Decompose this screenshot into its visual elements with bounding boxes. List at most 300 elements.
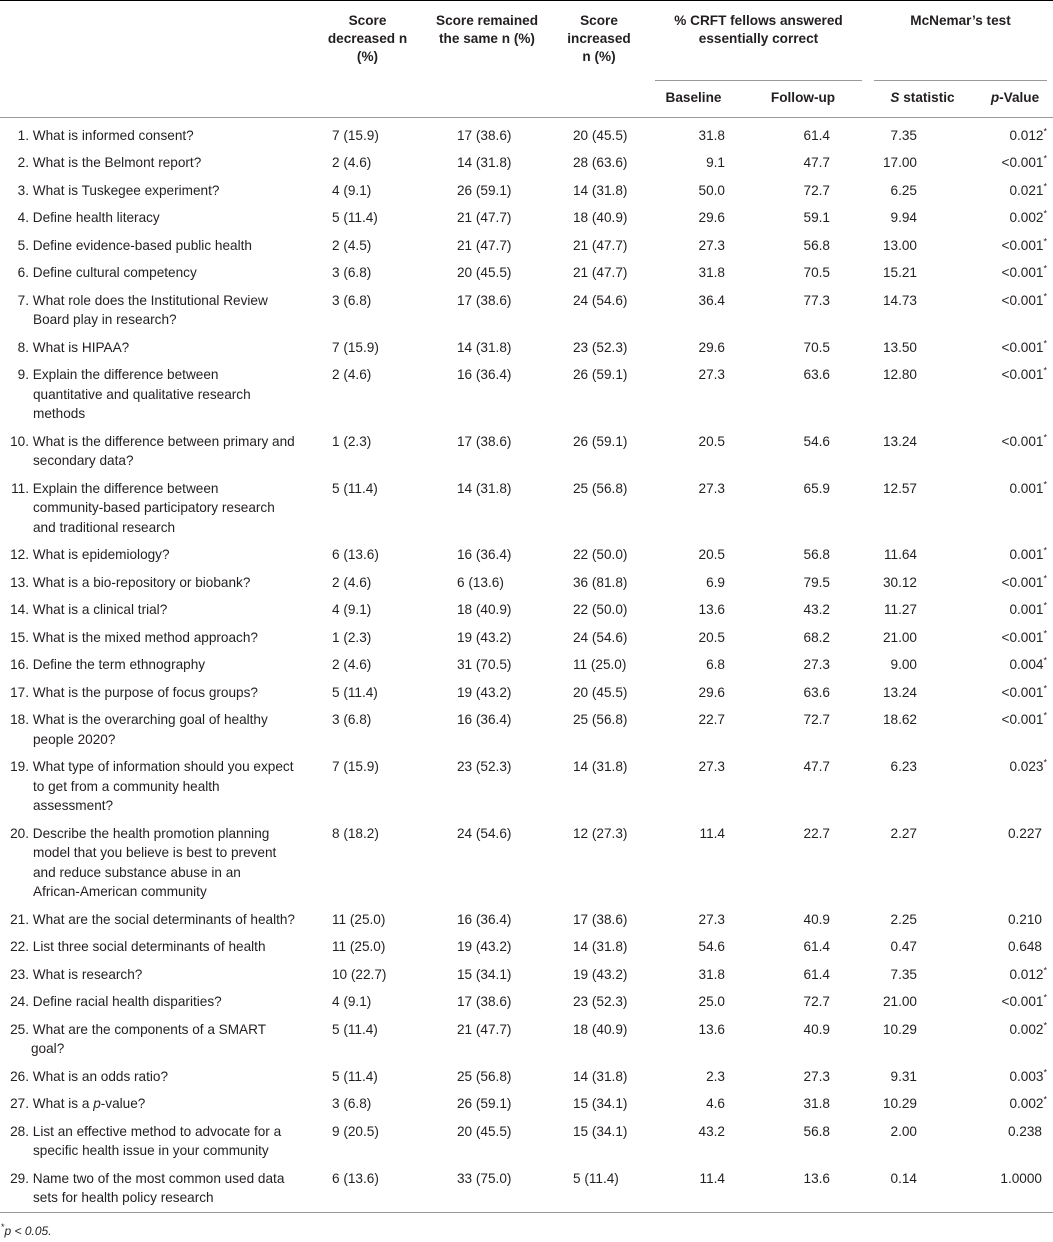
table-row: [0, 624, 1053, 652]
question-text: What are the social determinants of health?: [32, 911, 295, 927]
question-cell: [0, 706, 310, 753]
question-number: 6.: [17, 265, 29, 280]
followup-cell: 59.1: [803, 210, 830, 225]
significance-marker: *: [1043, 337, 1047, 348]
significance-marker: *: [1043, 655, 1047, 666]
table-row: [0, 906, 1053, 934]
question-text: African-American community: [33, 884, 207, 899]
question-cell: [0, 428, 310, 475]
p-value-cell: 0.004*: [1009, 655, 1047, 672]
significance-marker: *: [1043, 1066, 1047, 1077]
score-increased-cell: 14 (31.8): [573, 182, 628, 198]
p-value-cell: <0.001*: [1001, 627, 1047, 645]
table-row: [0, 204, 1053, 232]
question-number: 7.: [17, 292, 29, 308]
question-text: What is a bio-repository or biobank?: [32, 574, 251, 590]
followup-cell: 40.9: [803, 1021, 830, 1037]
question-cell: [0, 541, 310, 569]
p-value-cell: <0.001*: [1001, 710, 1047, 727]
significance-marker: *: [1043, 235, 1047, 246]
question-number: 23.: [10, 966, 29, 982]
score-decreased-cell: 5 (11.4): [332, 684, 378, 700]
score-decreased-cell: 9 (20.5): [332, 1123, 379, 1139]
baseline-cell: 20.5: [698, 433, 725, 449]
score-increased-cell: 20 (45.5): [573, 127, 628, 143]
s-statistic-cell: 0.47: [890, 939, 917, 954]
significance-marker: *: [1043, 627, 1047, 638]
followup-cell: 47.7: [803, 155, 830, 170]
score-increased-cell: 25 (56.8): [573, 712, 628, 727]
p-value-cell: 0.001*: [1009, 545, 1047, 562]
s-statistic-cell: 21.00: [882, 629, 917, 645]
score-same-cell: 18 (40.9): [457, 602, 512, 617]
question-text: What is an odds ratio?: [32, 1068, 169, 1084]
question-number: 22.: [10, 939, 29, 954]
question-text: model that you believe is best to prevent: [33, 845, 277, 860]
table-row: [0, 334, 1053, 362]
s-statistic-cell: 13.24: [882, 433, 917, 449]
question-number: 24.: [10, 994, 29, 1009]
p-value-cell: <0.001*: [1001, 337, 1047, 355]
significance-marker: *: [1043, 180, 1047, 191]
followup-cell: 13.6: [738, 1165, 868, 1213]
score-increased-cell: 23 (52.3): [573, 994, 628, 1009]
question-text: What are the components of a SMART goal?: [31, 1021, 266, 1056]
baseline-cell: 4.6: [706, 1096, 725, 1111]
baseline-cell: 27.3: [698, 911, 725, 927]
baseline-cell: 20.5: [698, 629, 725, 645]
followup-cell: 22.7: [803, 825, 830, 841]
score-decreased-cell: 10 (22.7): [332, 966, 387, 982]
score-increased-cell: 12 (27.3): [573, 825, 628, 841]
question-text: specific health issue in your community: [33, 1143, 269, 1158]
p-value-cell: 0.003*: [1009, 1066, 1047, 1084]
question-number: 11.: [11, 480, 29, 496]
score-increased-cell: 14 (31.8): [573, 1068, 628, 1084]
score-increased-cell: 18 (40.9): [573, 210, 628, 225]
score-same-cell: 17 (38.6): [457, 127, 512, 143]
score-decreased-cell: 1 (2.3): [332, 433, 372, 449]
score-same-cell: 17 (38.6): [457, 292, 512, 308]
question-text: Define the term ethnography: [32, 657, 206, 672]
score-decreased-cell: 11 (25.0): [332, 911, 386, 927]
followup-cell: 72.7: [803, 182, 830, 198]
score-increased-cell: 36 (81.8): [573, 574, 628, 590]
p-value-cell: <0.001*: [1001, 263, 1047, 280]
question-text: Name two of the most common used data: [32, 1170, 285, 1186]
score-increased-cell: 15 (34.1): [573, 1096, 628, 1111]
s-statistic-cell: 12.57: [882, 480, 917, 496]
significance-marker: *: [1043, 290, 1047, 301]
score-same-cell: 23 (52.3): [457, 759, 512, 774]
table-row: [0, 651, 1053, 679]
significance-marker: *: [1043, 1019, 1047, 1030]
question-text: and traditional research: [33, 519, 176, 535]
p-value-cell: 0.002*: [1009, 1094, 1047, 1111]
s-statistic-cell: 2.00: [890, 1123, 917, 1139]
score-decreased-cell: 6 (13.6): [310, 1165, 425, 1213]
score-same-cell: 19 (43.2): [457, 629, 512, 645]
score-same-cell: 25 (56.8): [457, 1068, 512, 1084]
p-value-cell: 0.002*: [1009, 1019, 1047, 1037]
table-row: [0, 569, 1053, 597]
significance-marker: [1042, 910, 1047, 920]
question-text: Board play in research?: [33, 312, 177, 327]
score-decreased-cell: 3 (6.8): [332, 712, 372, 727]
question-number: 19.: [10, 759, 29, 774]
table-row: [0, 541, 1053, 569]
followup-cell: 61.4: [803, 939, 830, 954]
question-number: 1.: [17, 127, 29, 143]
baseline-cell: 27.3: [698, 480, 725, 496]
followup-cell: 79.5: [803, 574, 830, 590]
question-cell: [0, 149, 310, 177]
baseline-cell: 29.6: [698, 339, 725, 355]
question-cell: [0, 820, 310, 906]
question-text: What is a clinical trial?: [32, 602, 168, 617]
header-score-increased: Score increased n (%): [549, 1, 649, 118]
score-same-cell: 14 (31.8): [457, 155, 512, 170]
question-text: Define evidence-based public health: [32, 237, 252, 253]
question-cell: [0, 651, 310, 679]
table-row: [0, 177, 1053, 205]
question-number: 2.: [17, 155, 29, 170]
question-text: secondary data?: [33, 453, 134, 468]
s-statistic-cell: 30.12: [882, 574, 917, 590]
p-value-cell: 0.210: [977, 906, 1053, 934]
score-same-cell: 31 (70.5): [457, 657, 512, 672]
baseline-cell: 54.6: [698, 939, 725, 954]
score-increased-cell: 14 (31.8): [573, 759, 628, 774]
significance-marker: *: [1043, 365, 1047, 376]
score-same-cell: 17 (38.6): [457, 994, 512, 1009]
score-increased-cell: 28 (63.6): [573, 155, 628, 170]
question-number: 29.: [10, 1170, 29, 1186]
score-increased-cell: 26 (59.1): [573, 433, 628, 449]
score-same-cell: 17 (38.6): [457, 433, 512, 449]
score-decreased-cell: 3 (6.8): [332, 265, 372, 280]
score-same-cell: 6 (13.6): [457, 574, 504, 590]
followup-cell: 54.6: [803, 433, 830, 449]
s-statistic-cell: 2.27: [890, 825, 917, 841]
question-number: 4.: [17, 210, 29, 225]
baseline-cell: 9.1: [706, 155, 725, 170]
header-score-decreased: Score decreased n (%): [310, 1, 425, 118]
baseline-cell: 11.4: [649, 1165, 738, 1213]
score-increased-cell: 24 (54.6): [573, 629, 628, 645]
score-same-cell: 16 (36.4): [457, 911, 512, 927]
question-number: 16.: [10, 657, 29, 672]
significance-marker: *: [1043, 964, 1047, 975]
score-decreased-cell: 2 (4.6): [332, 155, 372, 170]
header-p-value: p-Value: [977, 81, 1053, 118]
table-row: [0, 117, 1053, 149]
score-increased-cell: 22 (50.0): [573, 602, 628, 617]
p-value-cell: <0.001*: [1001, 235, 1047, 253]
score-same-cell: 19 (43.2): [457, 939, 512, 954]
s-statistic-cell: 13.50: [882, 339, 917, 355]
question-text: Define cultural competency: [32, 265, 197, 280]
followup-cell: 77.3: [803, 292, 830, 308]
p-value-cell: <0.001*: [1001, 992, 1047, 1009]
baseline-cell: 31.8: [698, 127, 725, 143]
question-text: What type of information should you expect: [32, 759, 294, 774]
followup-cell: 61.4: [803, 966, 830, 982]
score-increased-cell: 11 (25.0): [573, 657, 627, 672]
score-same-cell: 14 (31.8): [457, 480, 512, 496]
score-decreased-cell: 8 (18.2): [332, 825, 379, 841]
question-cell: [0, 1118, 310, 1165]
question-cell: [0, 204, 310, 232]
question-cell: [0, 1165, 310, 1213]
question-number: 15.: [10, 629, 29, 645]
score-increased-cell: 22 (50.0): [573, 547, 628, 562]
score-increased-cell: 15 (34.1): [573, 1123, 628, 1139]
table-row: [0, 428, 1053, 475]
p-value-cell: 0.021*: [1009, 180, 1047, 198]
question-text: community-based participatory research: [33, 500, 275, 515]
score-decreased-cell: 3 (6.8): [332, 292, 372, 308]
question-cell: [0, 287, 310, 334]
question-text: What is informed consent?: [32, 127, 194, 143]
followup-cell: 27.3: [803, 657, 830, 672]
p-value-cell: 0.023*: [1009, 757, 1047, 774]
question-text: Describe the health promotion planning: [32, 825, 270, 841]
baseline-cell: 13.6: [698, 1021, 725, 1037]
question-cell: [0, 961, 310, 989]
question-cell: [0, 259, 310, 287]
score-decreased-cell: 7 (15.9): [332, 339, 379, 355]
score-decreased-cell: 4 (9.1): [332, 182, 372, 198]
significance-marker: *: [1043, 208, 1047, 219]
p-value-cell: 0.648: [977, 933, 1053, 961]
question-number: 13.: [10, 574, 29, 590]
question-text: What is the mixed method approach?: [32, 629, 258, 645]
s-statistic-cell: 11.64: [883, 547, 917, 562]
score-decreased-cell: 1 (2.3): [332, 629, 372, 645]
p-value-cell: 1.0000: [977, 1165, 1053, 1213]
score-same-cell: 21 (47.7): [457, 210, 512, 225]
baseline-cell: 6.8: [706, 657, 725, 672]
question-text: sets for health policy research: [33, 1190, 214, 1205]
baseline-cell: 13.6: [698, 602, 725, 617]
significance-marker: *: [1043, 600, 1047, 611]
question-text: people 2020?: [33, 731, 116, 747]
table-row: [0, 232, 1053, 260]
significance-marker: *: [1043, 1094, 1047, 1105]
significance-marker: *: [1043, 478, 1047, 489]
question-cell: [0, 361, 310, 428]
score-increased-cell: 21 (47.7): [573, 237, 628, 253]
baseline-cell: 36.4: [698, 292, 725, 308]
p-value-cell: <0.001*: [1001, 365, 1047, 382]
question-text: Define health literacy: [32, 210, 160, 225]
baseline-cell: 27.3: [698, 759, 725, 774]
question-cell: [0, 1016, 310, 1063]
followup-cell: 65.9: [803, 480, 830, 496]
question-number: 14.: [10, 602, 29, 617]
question-number: 28.: [10, 1123, 29, 1139]
table-row: [0, 988, 1053, 1016]
score-decreased-cell: 4 (9.1): [332, 602, 372, 617]
significance-marker: *: [1043, 263, 1047, 274]
header-row-1: [0, 1, 1053, 81]
table-row: [0, 287, 1053, 334]
s-statistic-cell: 7.35: [890, 127, 917, 143]
table-row: [0, 1063, 1053, 1091]
question-text: What is the difference between primary and: [32, 433, 295, 449]
followup-cell: 56.8: [803, 547, 830, 562]
question-text: List three social determinants of health: [32, 939, 266, 954]
s-statistic-cell: 9.31: [890, 1068, 917, 1084]
score-increased-cell: 17 (38.6): [573, 911, 628, 927]
baseline-cell: 31.8: [698, 966, 725, 982]
question-cell: [0, 596, 310, 624]
score-increased-cell: 21 (47.7): [573, 265, 628, 280]
s-statistic-cell: 10.29: [882, 1021, 917, 1037]
p-value-cell: 0.001*: [1009, 600, 1047, 617]
s-statistic-cell: 7.35: [890, 966, 917, 982]
table-row: [0, 475, 1053, 542]
question-number: 20.: [10, 825, 29, 841]
question-number: 26.: [10, 1068, 29, 1084]
score-decreased-cell: 5 (11.4): [332, 1021, 378, 1037]
s-statistic-cell: 6.25: [890, 182, 917, 198]
followup-cell: 43.2: [803, 602, 830, 617]
followup-cell: 27.3: [803, 1068, 830, 1084]
question-text: methods: [33, 406, 86, 421]
table-row: [0, 1165, 1053, 1213]
s-statistic-cell: 17.00: [882, 155, 917, 170]
s-statistic-cell: 21.00: [882, 994, 917, 1009]
question-number: 9.: [17, 367, 29, 382]
header-s-statistic: S statistic: [868, 81, 977, 118]
baseline-cell: 20.5: [698, 547, 725, 562]
question-number: 21.: [10, 911, 29, 927]
p-value-cell: <0.001*: [1001, 290, 1047, 308]
s-statistic-cell: 14.73: [882, 292, 917, 308]
baseline-cell: 2.3: [706, 1068, 725, 1084]
question-text: Explain the difference between: [32, 480, 219, 496]
significance-marker: [1042, 1122, 1047, 1132]
s-statistic-cell: 10.29: [882, 1096, 917, 1111]
score-decreased-cell: 5 (11.4): [332, 1068, 378, 1084]
question-text: What is Tuskegee experiment?: [32, 182, 220, 198]
score-decreased-cell: 6 (13.6): [332, 547, 379, 562]
table-row: [0, 361, 1053, 428]
question-cell: [0, 334, 310, 362]
table-row: [0, 933, 1053, 961]
followup-cell: 61.4: [803, 127, 830, 143]
s-statistic-cell: 11.27: [883, 602, 917, 617]
table-row: [0, 820, 1053, 906]
question-number: 17.: [10, 684, 29, 700]
followup-cell: 70.5: [803, 339, 830, 355]
score-same-cell: 20 (45.5): [457, 265, 512, 280]
table-row: [0, 753, 1053, 820]
question-text: What is the purpose of focus groups?: [32, 684, 258, 700]
p-value-cell: <0.001*: [1001, 572, 1047, 590]
s-statistic-cell: 15.21: [882, 265, 917, 280]
score-same-cell: 21 (47.7): [457, 1021, 512, 1037]
followup-cell: 31.8: [803, 1096, 830, 1111]
score-increased-cell: 24 (54.6): [573, 292, 628, 308]
question-cell: [0, 1063, 310, 1091]
question-text: to get from a community health: [33, 778, 220, 794]
score-increased-cell: 19 (43.2): [573, 966, 628, 982]
significance-marker: *: [1043, 545, 1047, 556]
followup-cell: 56.8: [803, 1123, 830, 1139]
score-decreased-cell: 5 (11.4): [332, 210, 378, 225]
score-increased-cell: 20 (45.5): [573, 684, 628, 700]
question-text: Define racial health disparities?: [32, 994, 222, 1009]
significance-marker: *: [1043, 682, 1047, 693]
question-text: What is research?: [32, 966, 143, 982]
score-same-cell: 20 (45.5): [457, 1123, 512, 1139]
p-value-cell: 0.001*: [1009, 478, 1047, 496]
header-mcnemar: McNemar’s test: [868, 1, 1053, 81]
followup-cell: 56.8: [803, 237, 830, 253]
score-same-cell: 16 (36.4): [457, 712, 512, 727]
table-row: [0, 961, 1053, 989]
table-row: [0, 1090, 1053, 1118]
significance-marker: *: [1043, 153, 1047, 164]
score-decreased-cell: 2 (4.6): [332, 574, 372, 590]
question-text: What is epidemiology?: [32, 547, 170, 562]
score-decreased-cell: 4 (9.1): [332, 994, 372, 1009]
p-value-cell: <0.001*: [1001, 153, 1047, 170]
baseline-cell: 43.2: [698, 1123, 725, 1139]
question-text: and reduce substance abuse in an: [33, 864, 241, 880]
table-row: [0, 1016, 1053, 1063]
question-cell: [0, 624, 310, 652]
score-same-cell: 33 (75.0): [425, 1165, 549, 1213]
question-text: assessment?: [33, 798, 114, 813]
question-cell: [0, 753, 310, 820]
significance-marker: *: [1043, 572, 1047, 583]
score-decreased-cell: 2 (4.6): [332, 657, 372, 672]
question-number: 10.: [10, 433, 29, 449]
question-text: What role does the Institutional Review: [32, 292, 268, 308]
question-cell: [0, 117, 310, 149]
question-cell: [0, 475, 310, 542]
score-increased-cell: 14 (31.8): [573, 939, 628, 954]
score-same-cell: 16 (36.4): [457, 367, 512, 382]
question-text: quantitative and qualitative research: [33, 386, 251, 402]
score-same-cell: 24 (54.6): [457, 825, 512, 841]
baseline-cell: 27.3: [698, 367, 725, 382]
followup-cell: 63.6: [803, 367, 830, 382]
score-decreased-cell: 3 (6.8): [332, 1096, 372, 1111]
score-same-cell: 15 (34.1): [457, 966, 512, 982]
baseline-cell: 50.0: [698, 182, 725, 198]
question-number: 18.: [10, 712, 29, 727]
table-row: [0, 149, 1053, 177]
p-value-cell: <0.001*: [1001, 431, 1047, 449]
s-statistic-cell: 13.24: [882, 684, 917, 700]
question-number: 5.: [17, 237, 29, 253]
score-same-cell: 21 (47.7): [457, 237, 512, 253]
question-cell: [0, 988, 310, 1016]
score-same-cell: 26 (59.1): [457, 182, 512, 198]
score-increased-cell: 25 (56.8): [573, 480, 628, 496]
score-same-cell: 26 (59.1): [457, 1096, 512, 1111]
score-same-cell: 14 (31.8): [457, 339, 512, 355]
question-number: 8.: [17, 339, 29, 355]
s-statistic-cell: 9.94: [890, 210, 917, 225]
baseline-cell: 29.6: [698, 210, 725, 225]
table-row: [0, 1118, 1053, 1165]
